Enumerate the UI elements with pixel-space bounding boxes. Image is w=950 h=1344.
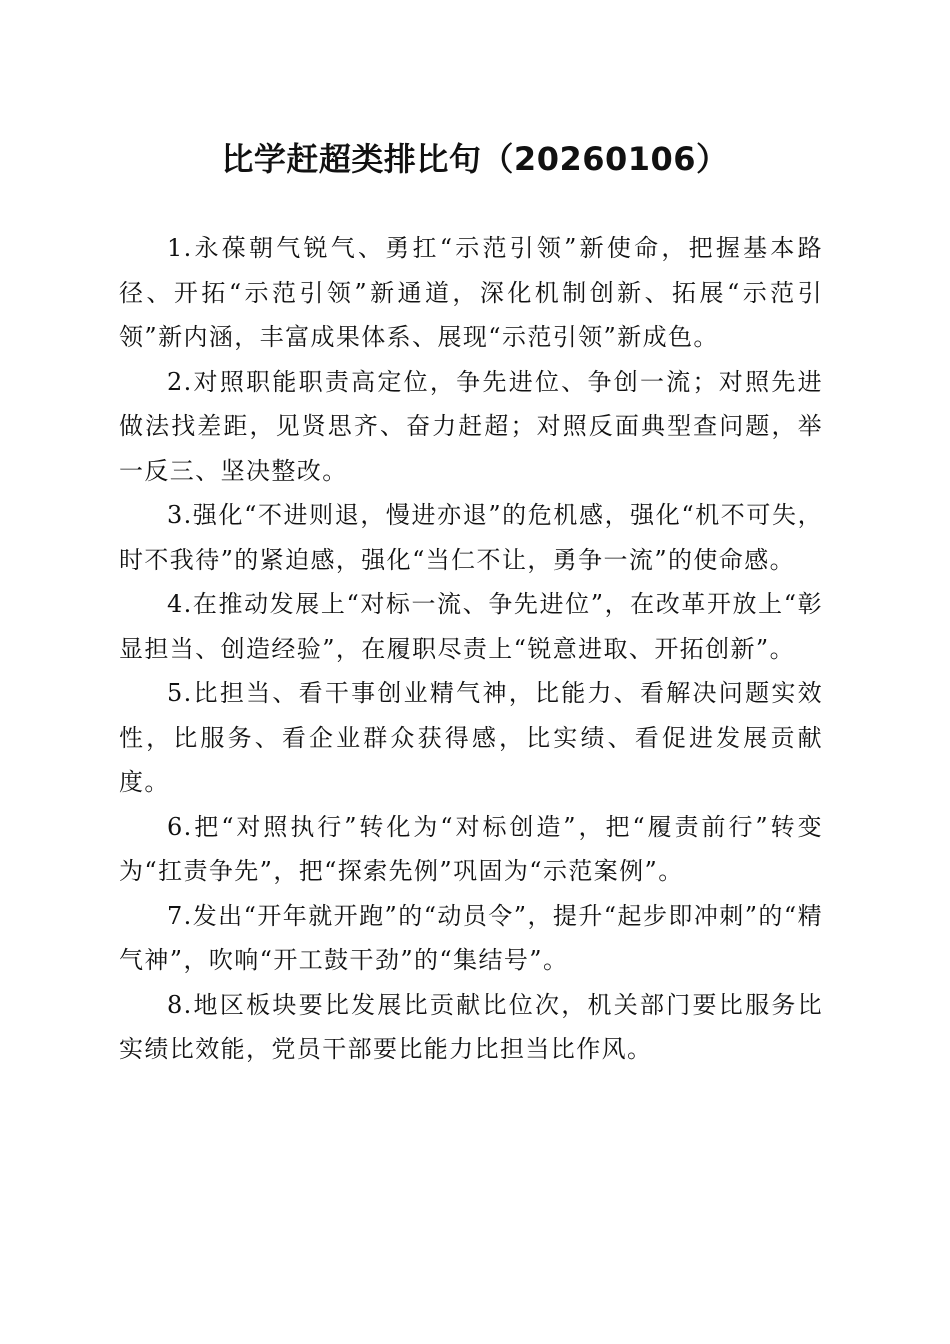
document-title: 比学赶超类排比句（20260106） xyxy=(221,140,729,178)
document-body xyxy=(119,226,823,1072)
paragraph-3: 3.强化“不进则退，慢进亦退”的危机感，强化“机不可失，时不我待”的紧迫感，强化“当仁不让，勇争一流”的使命感。 xyxy=(119,501,823,574)
paragraph-1: 1.永葆朝气锐气、勇扛“示范引领”新使命，把握基本路径、开拓“示范引领”新通道，深化机制创新、拓展“示范引领”新内涵，丰富成果体系、展现“示范引领”新成色。 xyxy=(119,234,823,351)
paragraph-8: 8.地区板块要比发展比贡献比位次，机关部门要比服务比实绩比效能，党员干部要比能力比担当比作风。 xyxy=(119,990,823,1063)
paragraph-2: 2.对照职能职责高定位，争先进位、争创一流；对照先进做法找差距，见贤思齐、奋力赶超；对照反面典型查问题，举一反三、坚决整改。 xyxy=(119,367,823,485)
paragraph-5: 5.比担当、看干事创业精气神，比能力、看解决问题实效性，比服务、看企业群众获得感，比实绩、看促进发展贡献度。 xyxy=(119,679,823,796)
paragraph-7: 7.发出“开年就开跑”的“动员令”，提升“起步即冲刺”的“精气神”，吹响“开工鼓干劲”的“集结号”。 xyxy=(119,901,823,974)
paragraph-4: 4.在推动发展上“对标一流、争先进位”，在改革开放上“彰显担当、创造经验”，在履职尽责上“锐意进取、开拓创新”。 xyxy=(119,590,823,663)
paragraph-6: 6.把“对照执行”转化为“对标创造”，把“履责前行”转变为“扛责争先”，把“探索先例”巩固为“示范案例”。 xyxy=(119,812,823,885)
